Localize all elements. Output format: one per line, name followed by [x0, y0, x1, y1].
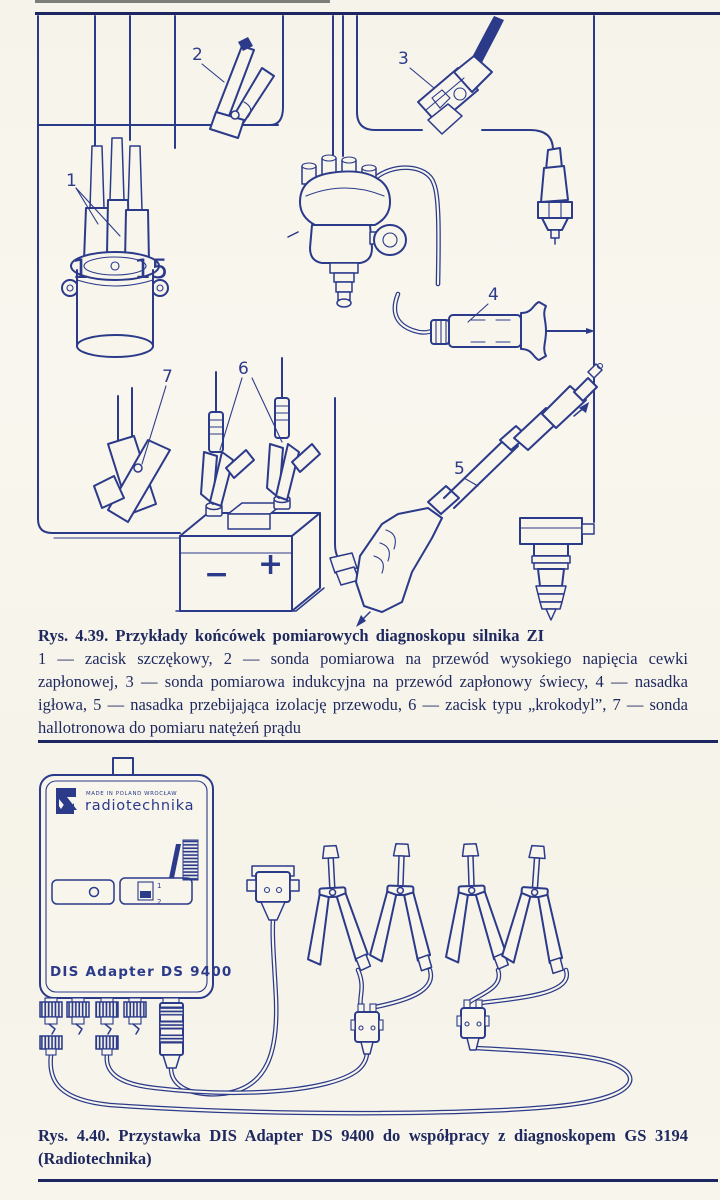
figure-4-39-caption: [38, 624, 688, 739]
indicator-scale: [183, 840, 198, 880]
scan-smudge: [35, 0, 330, 3]
device-model-text: DIS Adapter DS 9400: [50, 964, 233, 980]
bnc-connector: [96, 998, 118, 1055]
part-label-6: 6: [238, 359, 249, 379]
trigger-pickup-connector: [247, 866, 299, 920]
bottom-rule: [38, 1179, 718, 1182]
bnc-connector: [124, 998, 146, 1034]
part-label-2: 2: [192, 45, 203, 65]
figure-4-40-caption: [38, 1124, 688, 1170]
figure-4-39-legend: 1 — zacisk szczękowy, 2 — sonda pomiarowa na przewód wysokiego napięcia cewki zapłonowej, 3 — sonda pomiarowa indukcyjna na przewód zapłonowy świecy, 4 — nasadka igłowa, 5 — nasadka przebijająca izolację przewodu, 6 — zacisk typu „krokodyl”, 7 — sonda hallotronowa do pomiaru natężeń prądu: [38, 649, 688, 737]
part-label-4: 4: [488, 285, 499, 305]
croc-clips: [302, 843, 572, 974]
device-origin-text: MADE IN POLAND WROCŁAW: [86, 791, 178, 797]
probe-2-jaw-clamp: [192, 37, 274, 138]
lamp-panel: [52, 880, 114, 904]
croc-clip: [442, 843, 508, 971]
battery-plus: +: [258, 547, 284, 582]
part-label-3: 3: [398, 49, 409, 69]
switch-pos-1: 1: [157, 882, 162, 890]
device-brand-text: radiotechnika: [85, 798, 195, 814]
bnc-connectors: [40, 998, 183, 1068]
coil-terminal-15: 15: [134, 254, 169, 285]
switch-pos-2: 2: [157, 898, 162, 906]
figure-4-40-illustration: [30, 748, 690, 1120]
coil-terminal-1: 1: [72, 254, 90, 285]
probe-3-inductive-pickup: [398, 16, 504, 134]
bnc-connector: [67, 998, 89, 1034]
main-output-connector: [160, 998, 183, 1068]
battery-with-croc-clips: [176, 358, 324, 611]
ignition-coil: [62, 138, 168, 357]
top-rule: [35, 12, 720, 15]
section-divider-rule: [38, 740, 718, 743]
figure-4-39-title: Rys. 4.39. Przykłady końcówek pomiarowych diagnoskopu silnika ZI: [38, 626, 545, 645]
croc-clip: [501, 844, 572, 974]
part-label-7: 7: [162, 367, 173, 387]
part-label-5: 5: [454, 459, 465, 479]
figure-4-40-title-line1: Rys. 4.40. Przystawka DIS Adapter DS 9400 do współpracy z diagnoskopem GS 3194: [38, 1126, 688, 1145]
y-splitter-right: [457, 1000, 489, 1050]
spark-plug: [538, 148, 572, 244]
battery-minus: −: [204, 557, 230, 592]
fuel-injector: [520, 518, 594, 620]
part-label-1: 1: [66, 171, 77, 191]
dis-adapter-device: [40, 758, 233, 998]
probe-4-needle-adapter: [431, 285, 595, 360]
distributor: [288, 155, 406, 307]
figure-4-40-title-line2: (Radiotechnika): [38, 1149, 152, 1168]
bnc-connector: [40, 998, 62, 1055]
figure-4-39-illustration: [30, 16, 690, 622]
probe-7-hall-clamp: [94, 367, 173, 522]
croc-clip: [302, 844, 371, 973]
y-splitter-left: [351, 1004, 383, 1054]
croc-clip: [370, 843, 436, 971]
